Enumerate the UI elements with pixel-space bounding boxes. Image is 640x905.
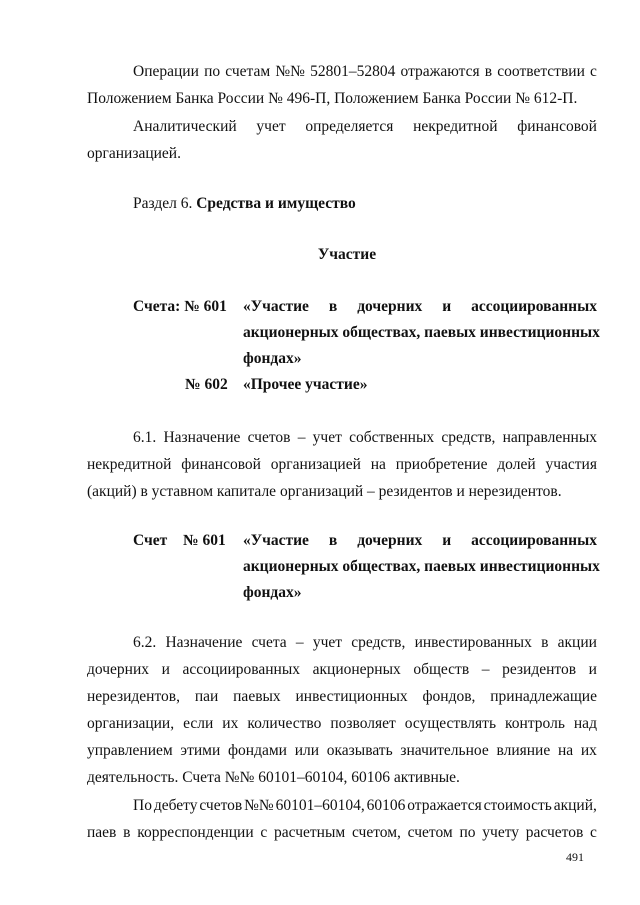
word: дочерних	[87, 661, 149, 678]
word: соответствии	[497, 63, 585, 80]
word: стоимость	[483, 797, 552, 814]
word: и	[161, 661, 170, 678]
account-601-title-line-3: фондах»	[243, 584, 302, 601]
word: и	[588, 661, 597, 678]
word: финансовой	[181, 456, 261, 473]
paragraph-6-2-line-2	[87, 660, 597, 679]
word: отражаются	[400, 63, 480, 80]
word: «Участие	[243, 532, 309, 549]
word: 60101–60104,	[275, 797, 365, 814]
word: фондами	[227, 742, 287, 759]
word: счетам	[225, 63, 271, 80]
word: или	[294, 742, 320, 759]
accounts-title-line-3: фондах»	[243, 350, 302, 367]
paragraph-debit-line-1	[133, 796, 597, 815]
account-601-label-word: Счет	[133, 532, 168, 549]
word: расчетов	[525, 824, 584, 841]
paragraph-1-line-1	[133, 62, 597, 81]
word: 60106	[366, 797, 406, 814]
word: счетом	[407, 824, 453, 841]
word: влияние	[496, 742, 551, 759]
paragraph-2-line-2: организацией.	[87, 145, 181, 162]
account-601-label-number: № 601	[183, 532, 226, 549]
word: учет	[256, 118, 286, 135]
word: по	[204, 63, 221, 80]
account-602-title: «Прочее участие»	[243, 376, 368, 393]
word: дочерних	[357, 532, 423, 549]
word: значительное	[400, 742, 489, 759]
word: резидентов	[502, 661, 577, 678]
word: контроль	[505, 715, 565, 732]
word: расчетным	[274, 824, 346, 841]
word: инвестированных	[414, 634, 532, 651]
word: –	[481, 661, 490, 678]
word: учет	[312, 634, 343, 651]
word: финансовой	[517, 118, 597, 135]
word: долей	[497, 456, 536, 473]
word: корреспонденции	[137, 824, 254, 841]
word: собственных	[349, 429, 435, 446]
word: на	[557, 742, 574, 759]
word: фондов,	[422, 688, 476, 705]
section-prefix: Раздел 6.	[133, 195, 193, 212]
word: в	[328, 298, 338, 315]
word: осуществлять	[404, 715, 497, 732]
word: их	[222, 715, 239, 732]
word: паев	[87, 824, 117, 841]
word: оказывать	[326, 742, 393, 759]
word: обществ	[413, 661, 470, 678]
paragraph-6-1-line-2	[87, 455, 597, 474]
word: управлением	[87, 742, 173, 759]
word: средств,	[351, 634, 406, 651]
word: дочерних	[357, 298, 423, 315]
word: ассоциированных	[471, 298, 597, 315]
word: Назначение	[165, 634, 243, 651]
word: –	[297, 429, 306, 446]
paragraph-6-2-line-6: деятельность. Счета №№ 60101–60104, 60106 активные.	[87, 769, 460, 786]
paragraph-1-line-2: Положением Банка России № 496-П, Положением Банка России № 612-П.	[87, 90, 578, 107]
account-601-title-line-2: акционерных обществах, паевых инвестиционных	[243, 558, 600, 575]
word: определяется	[305, 118, 394, 135]
word: счетом,	[351, 824, 401, 841]
word: по	[459, 824, 476, 841]
account-601-title-line-1	[243, 531, 597, 550]
word: учету	[482, 824, 520, 841]
word: Аналитический	[133, 118, 237, 135]
word: организацией	[270, 456, 361, 473]
paragraph-6-2-line-5	[87, 741, 597, 760]
word: паевых	[233, 688, 281, 705]
paragraph-6-1-line-1	[133, 428, 597, 447]
word: их	[580, 742, 597, 759]
word: «Участие	[243, 298, 309, 315]
word: №№	[275, 63, 305, 80]
word: приобретение	[395, 456, 488, 473]
word: ассоциированных	[471, 532, 597, 549]
paragraph-6-2-line-1	[133, 633, 597, 652]
word: Назначение	[163, 429, 241, 446]
word: и	[442, 532, 452, 549]
accounts-title-line-2: акционерных обществах, паевых инвестиционных	[243, 324, 600, 341]
word: акции	[557, 634, 597, 651]
word: участия	[545, 456, 597, 473]
word: с	[260, 824, 268, 841]
word: 52801–52804	[310, 63, 396, 80]
word: направленных	[502, 429, 597, 446]
word: в	[541, 634, 549, 651]
word: отражается	[407, 797, 482, 814]
paragraph-6-1-line-3: (акций) в уставном капитале организаций – резидентов и нерезидентов.	[87, 483, 562, 500]
word: в	[484, 63, 493, 80]
word: счетов	[199, 797, 243, 814]
word: ассоциированных	[182, 661, 301, 678]
paragraph-2-line-1	[133, 117, 597, 136]
word: с	[590, 63, 597, 80]
word: некредитной	[413, 118, 498, 135]
word: 6.1.	[133, 429, 157, 446]
paragraph-6-2-line-3	[87, 687, 597, 706]
word: средств,	[441, 429, 496, 446]
page-number: 491	[566, 850, 584, 864]
account-602-number: № 602	[185, 376, 228, 393]
section-heading	[133, 194, 356, 213]
accounts-title-line-1	[243, 297, 597, 316]
word: –	[295, 634, 304, 651]
word: если	[183, 715, 214, 732]
word: над	[573, 715, 597, 732]
word: некредитной	[87, 456, 172, 473]
word: №№	[244, 797, 274, 814]
word: счета	[251, 634, 287, 651]
accounts-label: Счета: № 601	[133, 298, 227, 315]
word: организации,	[87, 715, 175, 732]
word: этими	[180, 742, 221, 759]
word: По	[133, 797, 152, 814]
word: акций,	[553, 797, 597, 814]
word: дебету	[153, 797, 198, 814]
word: в	[328, 532, 338, 549]
word: количество	[247, 715, 322, 732]
word: на	[370, 456, 386, 473]
word: и	[442, 298, 452, 315]
word: счетов	[247, 429, 291, 446]
word: позволяет	[330, 715, 396, 732]
word: акционерных	[312, 661, 401, 678]
word: Операции	[133, 63, 199, 80]
word: нерезидентов,	[87, 688, 180, 705]
subsection-title: Участие	[317, 246, 377, 263]
word: с	[590, 824, 597, 841]
section-title: Средства и имущество	[196, 195, 356, 212]
word: паи	[194, 688, 219, 705]
word: 6.2.	[133, 634, 157, 651]
paragraph-debit-line-2	[87, 823, 597, 842]
word: учет	[312, 429, 342, 446]
word: в	[123, 824, 131, 841]
paragraph-6-2-line-4	[87, 714, 597, 733]
word: принадлежащие	[490, 688, 597, 705]
word: инвестиционных	[295, 688, 408, 705]
